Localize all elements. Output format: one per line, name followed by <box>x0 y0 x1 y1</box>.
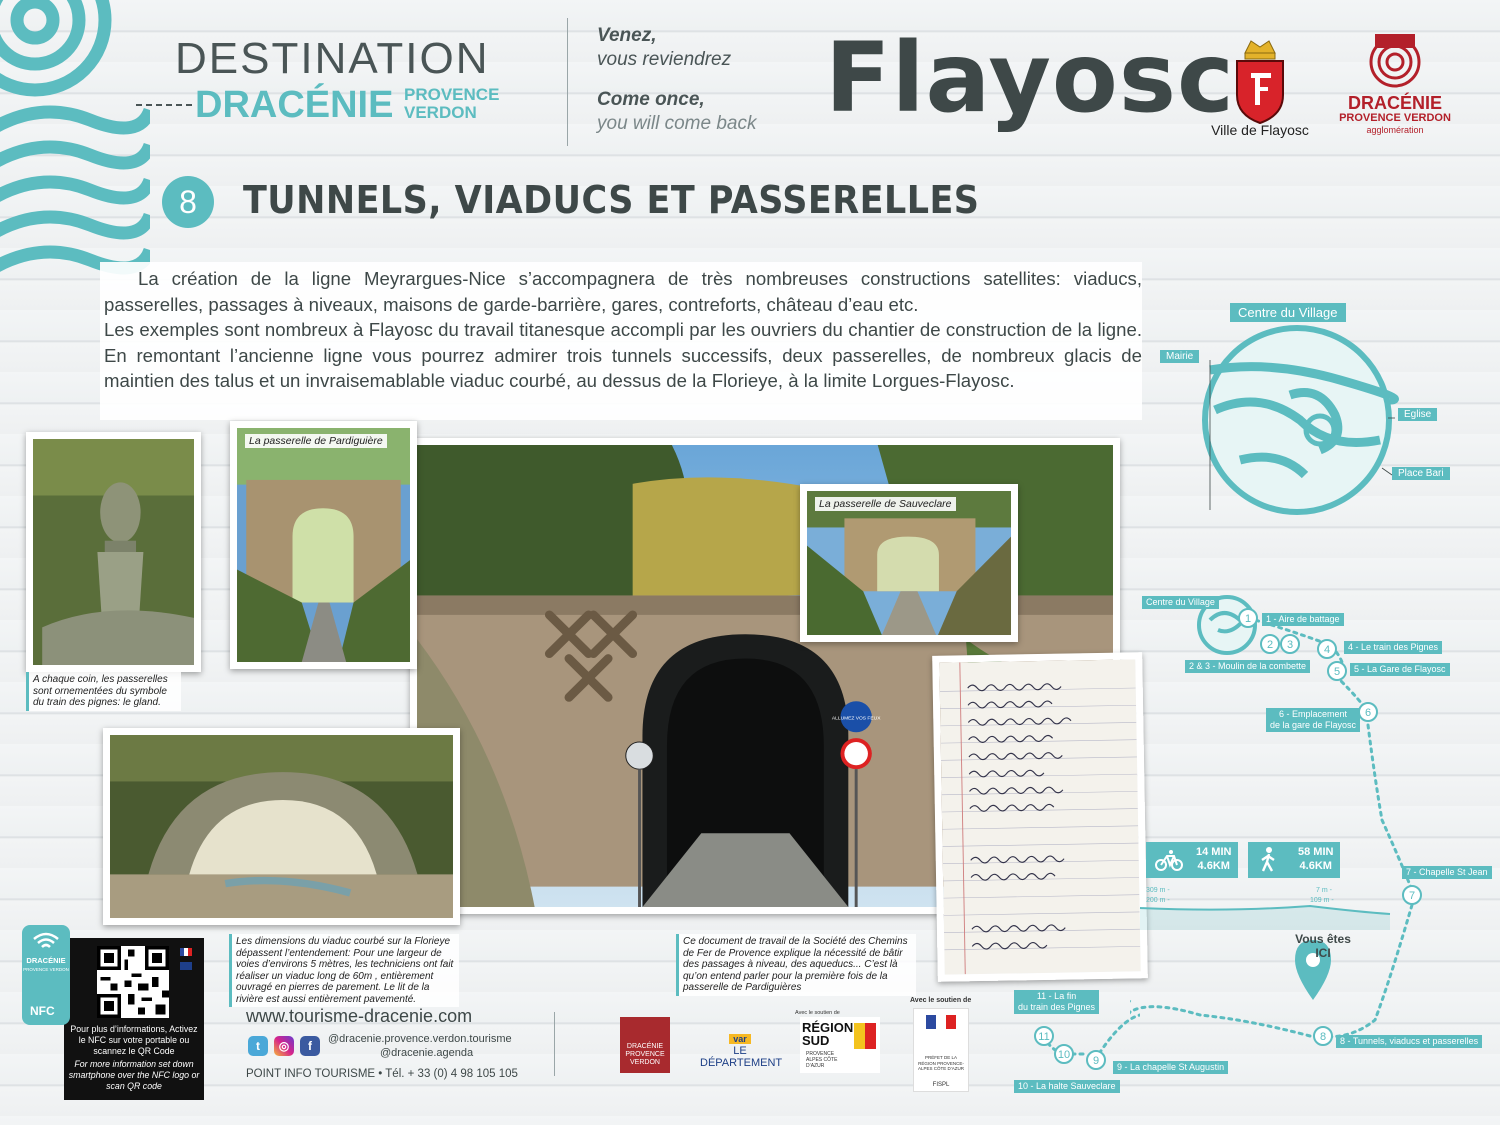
route-label-10: 10 - La halte Sauveclare <box>1014 1080 1120 1093</box>
pardiguiere-illustration <box>237 428 410 662</box>
viaduc-caption: Les dimensions du viaduc courbé sur la Florieye dépassent l’entendement: Pour une largeur de voies d’environs 5 mètres, les techniciens ont fait réaliser un viaduc long de 60m , entièrement ouvragé en pierres de parement. Le lit de la rivière est aussi entièrement pavementé. <box>229 934 459 1007</box>
stop-marker-3: 3 <box>1286 639 1294 651</box>
social-handle-agenda[interactable]: @dracenie.agenda <box>380 1047 474 1059</box>
route-label-8: 8 - Tunnels, viaducs et passerelles <box>1336 1035 1482 1048</box>
slogan-en-1: Come once, <box>597 89 705 110</box>
bike-duration <box>1196 845 1231 873</box>
var-text: LE DÉPARTEMENT <box>700 1045 783 1069</box>
qr-code[interactable] <box>97 946 169 1018</box>
viaduc-illustration <box>110 735 453 918</box>
nfc-card-subtitle: PROVENCE VERDON <box>23 967 69 972</box>
sign-text: ALLUMEZ VOS FEUX <box>831 716 881 722</box>
sponsor-state-logo <box>913 1008 969 1092</box>
flayosc-logo-caption: Ville de Flayosc <box>1211 122 1309 138</box>
walk-distance: 4.6KM <box>1299 860 1332 872</box>
map-label-eglise: Eglise <box>1398 408 1437 421</box>
you-are-text: Vous êtes <box>1295 932 1351 946</box>
flag-uk-icon <box>180 962 192 970</box>
agglo-tagline: agglomération <box>1366 125 1424 135</box>
facebook-icon[interactable]: f <box>300 1036 320 1056</box>
bike-time: 14 MIN <box>1196 846 1232 858</box>
stop-marker-1: 1 <box>1244 613 1252 625</box>
route-label-1: 1 - Aire de battage <box>1262 613 1344 626</box>
region-verdon: VERDON <box>404 103 477 122</box>
stop-marker-4: 4 <box>1323 644 1331 656</box>
region-title: RÉGION SUD <box>802 1020 854 1048</box>
route-label-4: 4 - Le train des Pignes <box>1344 641 1442 654</box>
stop-marker-11: 11 <box>1038 1031 1050 1043</box>
stop-marker-9: 9 <box>1092 1055 1100 1067</box>
header-divider <box>567 18 568 146</box>
route-label-11 <box>1014 990 1099 1014</box>
route-label-6 <box>1266 708 1360 732</box>
sponsor-region-logo <box>800 1017 880 1073</box>
stop-marker-8: 8 <box>1319 1031 1327 1043</box>
gland-caption: A chaque coin, les passerelles sont ornementées du symbole du train des pignes: le gland. <box>26 672 181 711</box>
document-photo <box>932 652 1148 982</box>
altitude-right-2: 109 m - <box>1310 897 1334 904</box>
marianne-flag-icon <box>926 1015 956 1029</box>
state-text: PRÉFET DE LA RÉGION PROVENCE-ALPES CÔTE D’AZUR <box>917 1055 964 1071</box>
flag-fr-icon <box>180 948 192 956</box>
social-handle-tourisme[interactable]: @dracenie.provence.verdon.tourisme <box>328 1033 512 1045</box>
here-text: ICI <box>1315 946 1331 960</box>
sponsor-agglo-logo: DRACÉNIE PROVENCE VERDON <box>620 1017 670 1073</box>
bike-duration-box <box>1146 842 1238 878</box>
qr-instructions-fr: Pour plus d’informations, Activez le NFC sur votre portable ou scannez le QR Code <box>70 1024 198 1056</box>
nfc-label: NFC <box>30 1004 55 1018</box>
document-caption: Ce document de travail de la Société des Chemins de Fer de Provence explique la nécessité de bâtir des passages à niveau, des aqueducs... C’est là qu’on entend parler pour la première fois de la passerelle de Pardiguières <box>676 934 916 996</box>
instagram-icon[interactable]: ◎ <box>274 1036 294 1056</box>
destination-title: DESTINATION <box>175 34 490 83</box>
altitude-max: 309 m - <box>1146 887 1170 894</box>
website-link[interactable]: www.tourisme-dracenie.com <box>246 1006 473 1026</box>
you-are-here <box>1288 932 1358 960</box>
sauveclare-label: La passerelle de Sauveclare <box>815 497 956 511</box>
map-label-place-bari: Place Bari <box>1392 467 1450 480</box>
bike-distance: 4.6KM <box>1197 860 1230 872</box>
intro-paragraph-2: Les exemples sont nombreux à Flayosc du travail titanesque accompli par les ouvriers du chantier de construction de la ligne. En remontant l’ancienne ligne vous pourrez admirer trois tunnels successifs, deux passerelles, de nombreux glacis de maintien des talus et un invraisemablable viaduc courbé, au dessus de la Florieye, à la limite Lorgues-Flayosc. <box>104 319 1142 391</box>
point-info-tourisme: POINT INFO TOURISME • Tél. + 33 (0) 4 98 105 105 <box>246 1068 518 1080</box>
town-name: Flayosc <box>825 22 1235 134</box>
agglo-subtitle: PROVENCE VERDON <box>1339 112 1451 124</box>
region-crest-icon <box>854 1023 876 1049</box>
viaduc-photo <box>103 728 460 925</box>
contact-divider <box>554 1012 555 1076</box>
bike-icon <box>1154 848 1184 872</box>
intro-text <box>100 262 1142 420</box>
var-pill: var <box>729 1034 751 1044</box>
state-fund: FISPL <box>932 1082 950 1088</box>
pardiguiere-label: La passerelle de Pardiguière <box>245 434 387 448</box>
walk-icon <box>1258 847 1280 873</box>
handwritten-document <box>939 659 1140 974</box>
region-subtitle: PROVENCE ALPES CÔTE D’AZUR <box>806 1051 838 1069</box>
stop-marker-6: 6 <box>1364 707 1372 719</box>
map-label-mairie: Mairie <box>1160 350 1199 363</box>
nfc-icon <box>32 931 60 951</box>
state-support-caption: Avec le soutien de <box>910 997 972 1004</box>
intro-paragraph-1: La création de la ligne Meyrargues-Nice s’accompagnera de très nombreuses constructions satellites: viaducs, passerelles, passages à niveaux, maisons de garde-barrière, gares, contreforts, château d’eau etc. <box>104 268 1142 315</box>
route-label-6a: 6 - Emplacement <box>1279 709 1348 719</box>
stop-marker-2: 2 <box>1266 639 1274 651</box>
slogan-fr-2: vous reviendrez <box>597 49 732 70</box>
qr-instructions-en: For more information set down smartphone over the NFC logo or scan QR code <box>68 1059 200 1091</box>
destination-region <box>404 86 499 122</box>
destination-dash <box>136 104 192 106</box>
altitude-min: 200 m - <box>1146 897 1170 904</box>
region-support-caption: Avec le soutien de <box>795 1010 840 1016</box>
gland-photo <box>26 432 201 672</box>
destination-brand: DRACÉNIE <box>195 84 394 126</box>
route-label-7: 7 - Chapelle St Jean <box>1402 866 1492 879</box>
map-centre-title: Centre du Village <box>1230 303 1346 322</box>
route-label-6b: de la gare de Flayosc <box>1270 720 1357 730</box>
slogan-en-2: you will come back <box>597 113 757 134</box>
altitude-right-1: 7 m - <box>1316 887 1332 894</box>
route-label-2-3: 2 & 3 - Moulin de la combette <box>1185 660 1310 673</box>
section-number-badge: 8 <box>162 176 214 228</box>
agglo-name: DRACÉNIE <box>1347 93 1442 113</box>
walk-duration-box <box>1248 842 1340 878</box>
route-label-9: 9 - La chapelle St Augustin <box>1113 1061 1228 1074</box>
nfc-card-brand: DRACÉNIE <box>26 956 66 965</box>
qr-instructions <box>66 1024 202 1092</box>
route-map <box>1130 300 1500 1100</box>
slogan-fr-1: Venez, <box>597 25 657 46</box>
region-provence: PROVENCE <box>404 85 500 104</box>
slogan <box>597 24 756 136</box>
walk-duration <box>1298 845 1333 873</box>
route-label-11b: du train des Pignes <box>1018 1002 1096 1012</box>
route-label-11a: 11 - La fin <box>1036 991 1077 1001</box>
sauveclare-photo <box>800 484 1018 642</box>
stop-marker-5: 5 <box>1333 666 1341 678</box>
gland-illustration <box>33 439 194 665</box>
stop-marker-7: 7 <box>1408 890 1416 902</box>
sponsor-var-logo <box>700 1033 783 1069</box>
stop-marker-10: 10 <box>1057 1049 1071 1061</box>
sauveclare-illustration <box>807 491 1011 635</box>
section-title: TUNNELS, VIADUCS ET PASSERELLES <box>243 178 980 222</box>
walk-time: 58 MIN <box>1298 846 1334 858</box>
twitter-icon[interactable]: t <box>248 1036 268 1056</box>
wave-decoration <box>0 0 150 300</box>
agglo-logo <box>1365 32 1425 88</box>
pardiguiere-photo <box>230 421 417 669</box>
route-label-centre: Centre du Village <box>1142 596 1219 609</box>
nfc-card-title <box>22 957 70 974</box>
route-label-5: 5 - La Gare de Flayosc <box>1350 663 1450 676</box>
